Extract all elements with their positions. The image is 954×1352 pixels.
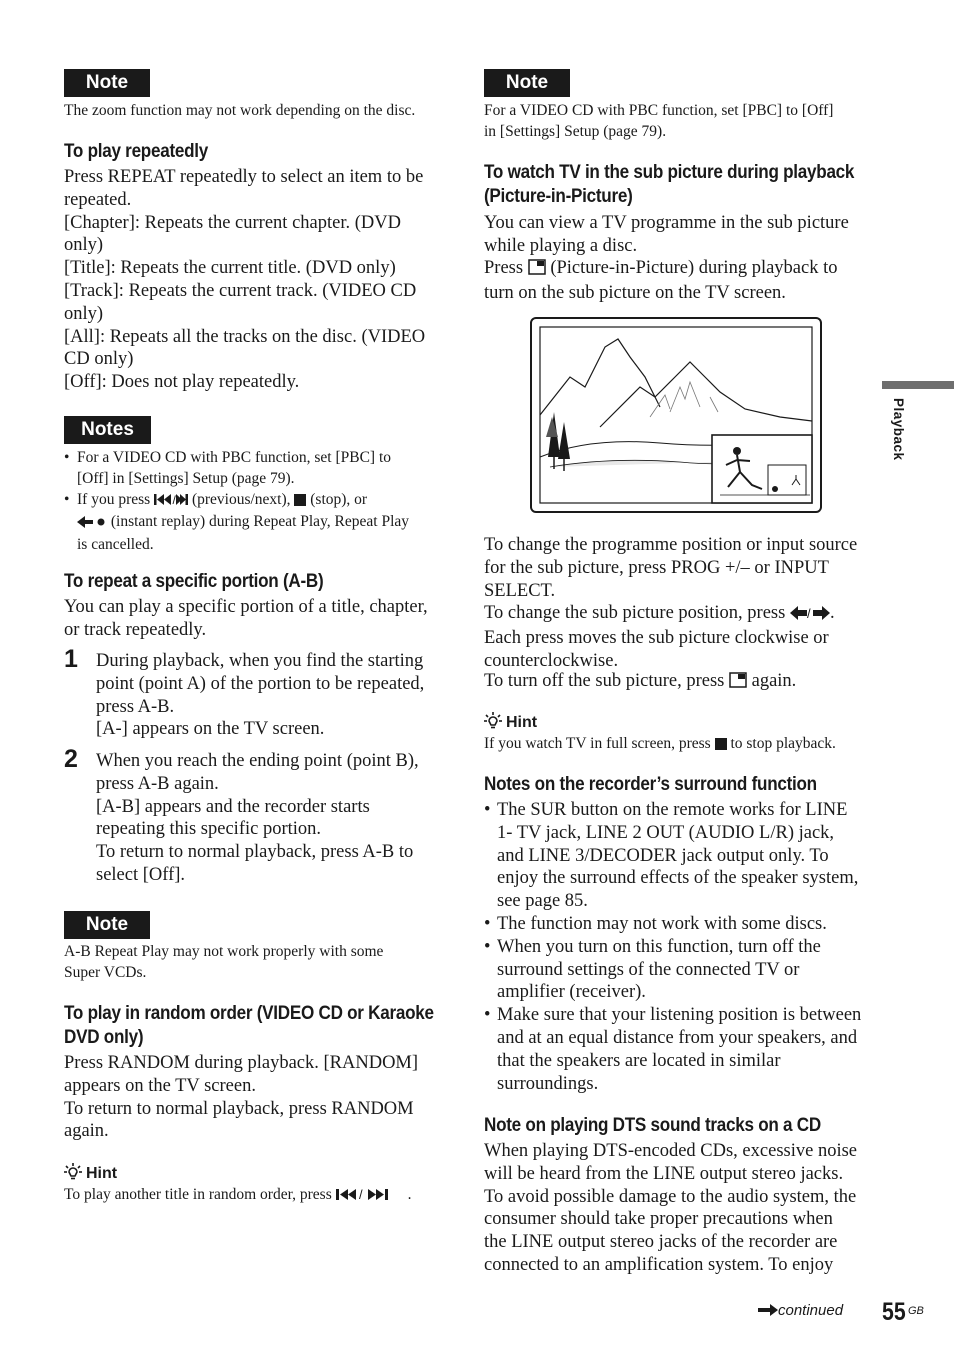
notes-label: Notes (64, 416, 151, 444)
heading-random-order: To play in random order (VIDEO CD or Karaoke DVD only) (64, 1003, 434, 1048)
pip-body: You can view a TV programme in the sub picture while playing a disc. (484, 213, 849, 256)
note-label: Note (484, 69, 570, 97)
list-item: • The function may not work with some discs. (484, 913, 861, 936)
pip-illustration (530, 317, 822, 518)
previous-next-icon (154, 492, 188, 513)
note-text: The zoom function may not work depending on the disc. (64, 102, 416, 119)
notes-item: • If you press / (previous/next), (stop), or (instant replay) during Repeat Play, Repeat Play is cancelled. (64, 490, 409, 556)
heading-repeat-ab: To repeat a specific portion (A-B) (64, 571, 324, 592)
pip-instruction: To turn off the sub picture, press again. (484, 670, 796, 695)
stop-icon (294, 492, 306, 513)
step-text: During playback, when you find the starting point (point A) of the portion to be repeated, press A-B. [A-] appears on the TV screen. (96, 651, 425, 740)
page-number: 55 (882, 1298, 906, 1326)
random-body: Press RANDOM during playback. [RANDOM] appears on the TV screen. To return to normal playback, press RANDOM again. (64, 1053, 419, 1142)
list-item: • When you turn on this function, turn off the surround settings of the connected TV or amplifier (receiver). (484, 936, 861, 1004)
pip-icon (528, 259, 546, 282)
pip-instruction: To change the sub picture position, press / . Each press moves the sub picture clockwise or counterclockwise. (484, 603, 835, 671)
side-tab-label: Playback (891, 398, 906, 461)
list-item: • Make sure that your listening position is between and at an equal distance from your speakers, and that the speakers are located in similar surroundings. (484, 1004, 861, 1095)
svg-text:/: / (358, 1188, 363, 1201)
note-label: Note (64, 69, 150, 97)
hint-bulb-icon (64, 1165, 86, 1182)
hint-label: Hint (64, 1163, 117, 1184)
continued-arrow-icon (758, 1302, 778, 1319)
pip-instruction: To change the programme position or input source for the sub picture, press PROG +/– or INPUT SELECT. (484, 535, 858, 601)
continued-note: continued (758, 1302, 843, 1319)
heading-play-repeatedly: To play repeatedly (64, 141, 209, 162)
step-number: 2 (64, 745, 78, 773)
repeat-body: Press REPEAT repeatedly to select an item to be repeated. [Chapter]: Repeats the current chapter. (DVD only) [Title]: Repeats the current title. (DVD only) [Track]: Repeats the current track. (VIDEO CD only) [All]: Repeats all the tracks on the disc. (VIDEO CD only) [Off]: Does not play repeatedly. (64, 167, 426, 393)
note-label: Note (64, 911, 150, 939)
surround-list (484, 799, 861, 1095)
hint-label: Hint (484, 712, 537, 733)
heading-surround: Notes on the recorder’s surround function (484, 774, 817, 795)
hint-text: To play another title in random order, press / . (64, 1184, 412, 1207)
svg-text:/: / (172, 492, 176, 506)
arrow-left-right-icon (790, 604, 830, 627)
heading-pip: To watch TV in the sub picture during playback (Picture-in-Picture) (484, 162, 855, 207)
dts-body: When playing DTS-encoded CDs, excessive noise will be heard from the LINE output stereo jacks. To avoid possible damage to the audio system, the consumer should take proper precautions when the LINE output stereo jacks of the recorder are connected to an amplification system. To enjoy (484, 1141, 857, 1275)
step-number: 1 (64, 645, 78, 673)
notes-list (64, 448, 409, 556)
side-tab-bar (882, 381, 954, 389)
hint-bulb-icon (484, 714, 506, 731)
notes-item: • For a VIDEO CD with PBC function, set [PBC] to [Off] in [Settings] Setup (page 79). (64, 448, 409, 490)
svg-text:/: / (806, 606, 811, 620)
step-text: When you reach the ending point (point B), press A-B again. [A-B] appears and the recorder starts repeating this specific portion. To return to normal playback, press A-B to select [Off]. (96, 751, 419, 885)
stop-icon (715, 735, 727, 756)
heading-dts: Note on playing DTS sound tracks on a CD (484, 1115, 821, 1136)
pip-body: Press (Picture-in-Picture) during playback to turn on the sub picture on the TV screen. (484, 258, 838, 303)
page-suffix: GB (908, 1305, 924, 1317)
ab-body: You can play a specific portion of a title, chapter, or track repeatedly. (64, 597, 428, 640)
instant-replay-icon (77, 514, 107, 535)
note-text: A-B Repeat Play may not work properly with some Super VCDs. (64, 943, 384, 981)
previous-next-icon (336, 1186, 408, 1207)
pip-icon (729, 672, 747, 695)
hint-text: If you watch TV in full screen, press to stop playback. (484, 733, 836, 756)
note-text: For a VIDEO CD with PBC function, set [PBC] to [Off] in [Settings] Setup (page 79). (484, 102, 834, 140)
list-item: • The SUR button on the remote works for LINE 1- TV jack, LINE 2 OUT (AUDIO L/R) jack, and LINE 3/DECODER jack output only. To enjoy the surround effects of the speaker system, see page 85. (484, 799, 861, 913)
